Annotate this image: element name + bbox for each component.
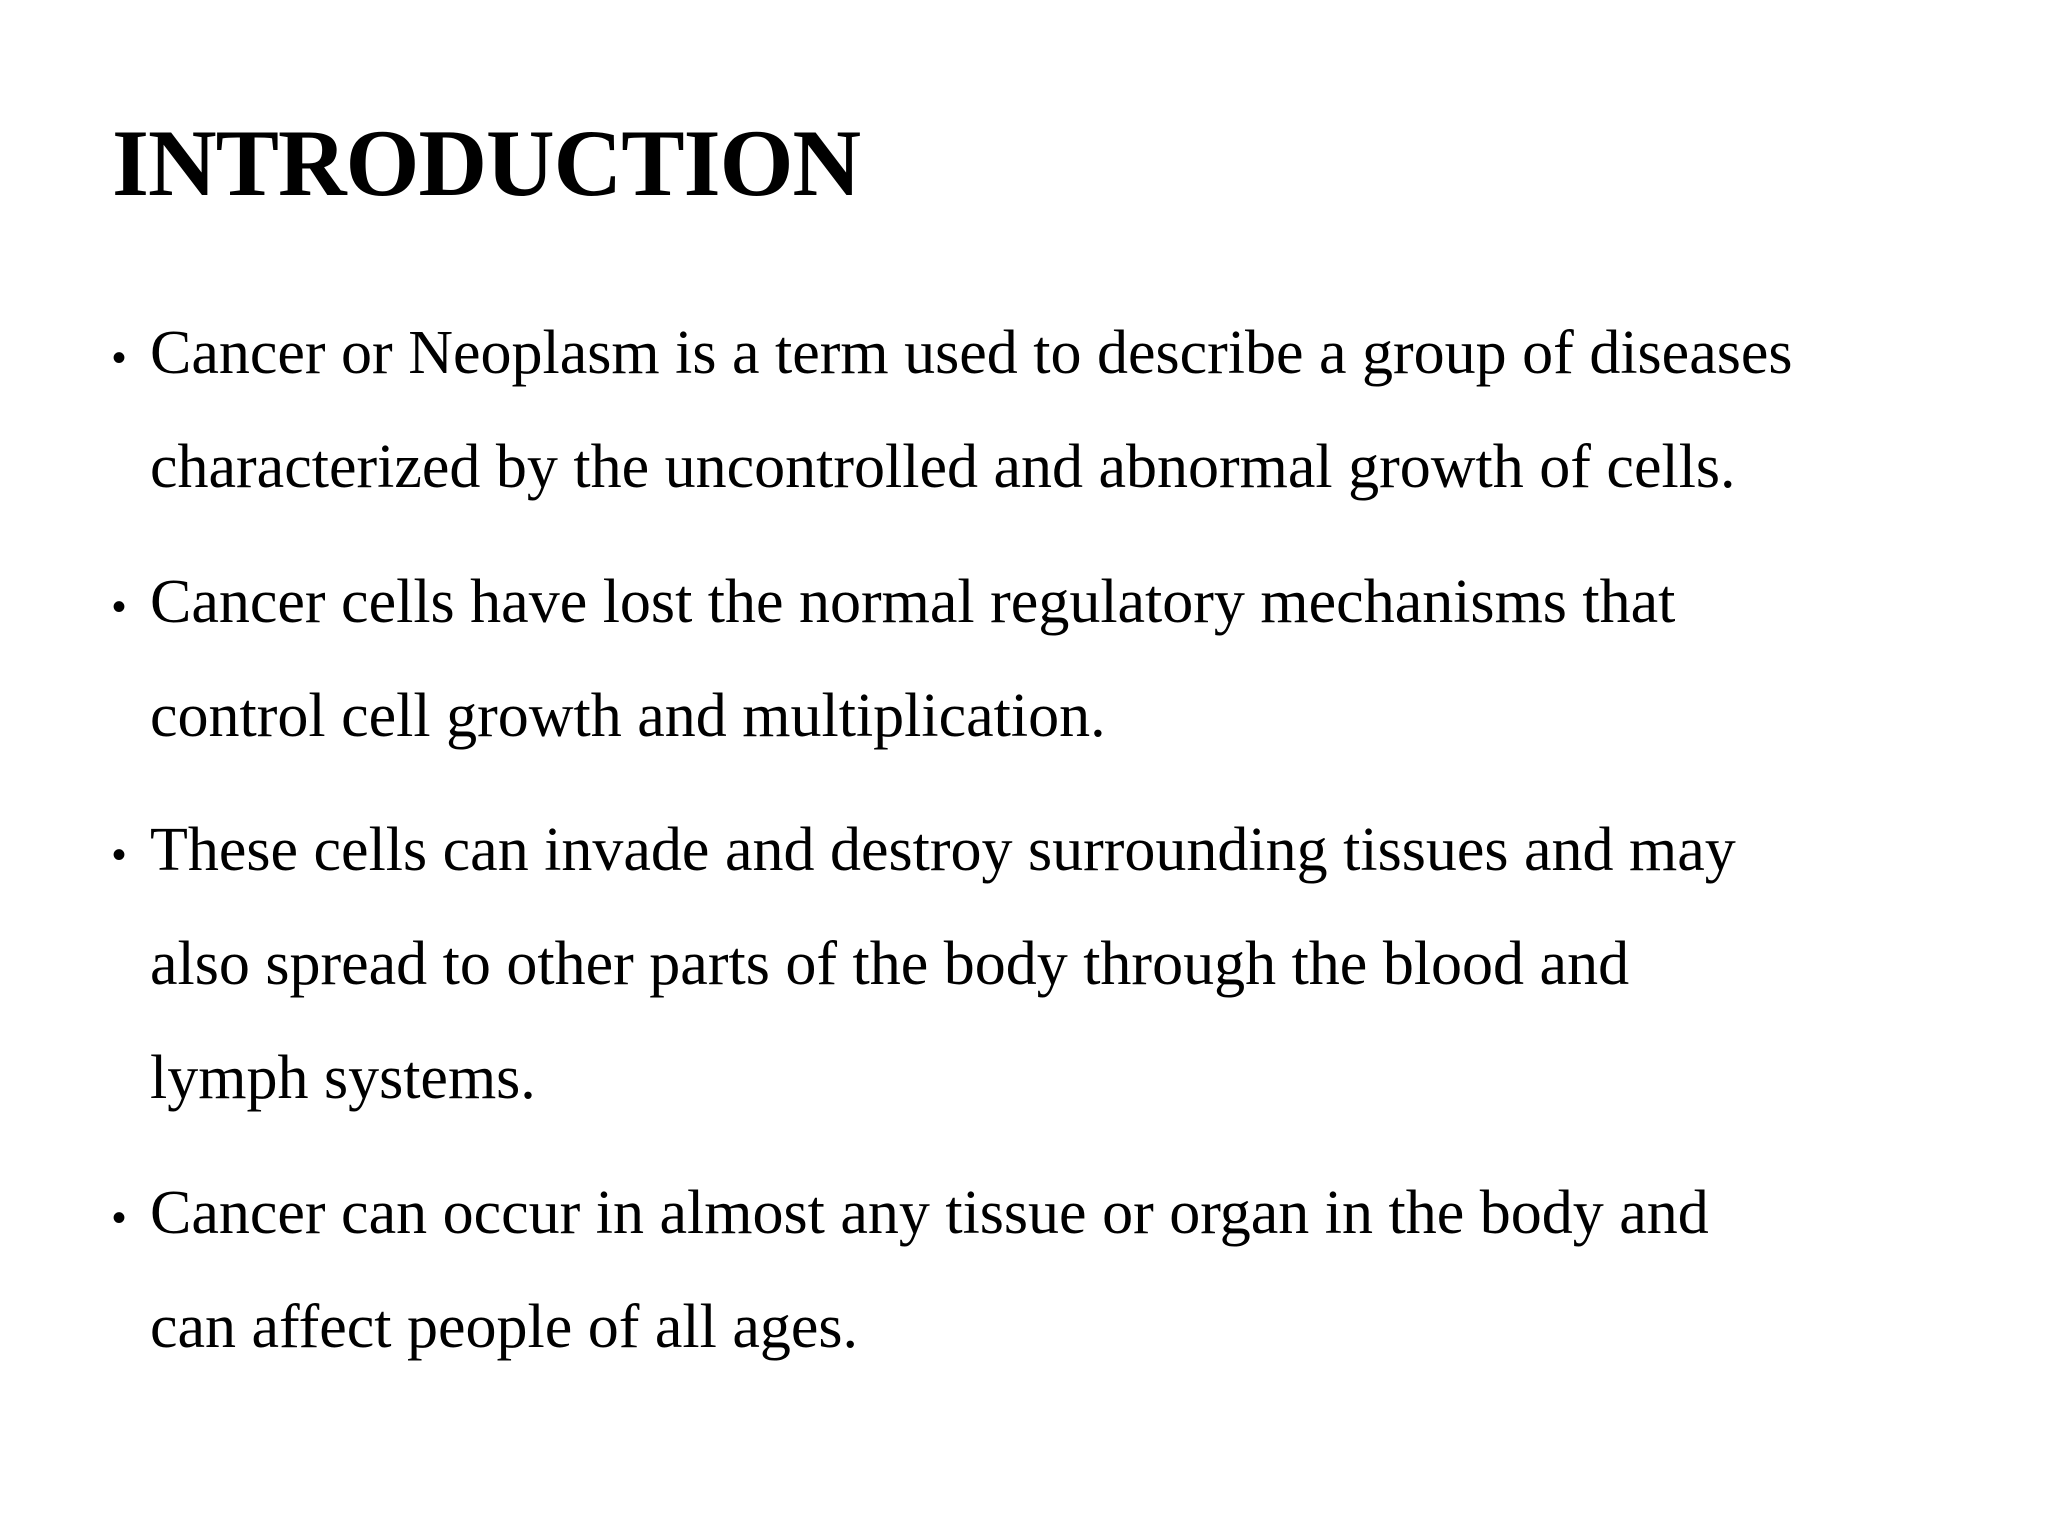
bullet-dot-icon: •: [112, 585, 127, 629]
bullet-dot-icon: •: [112, 833, 127, 877]
bullet-text: [150, 793, 1972, 1135]
bullet-line: also spread to other parts of the body through the blood and: [150, 930, 1630, 998]
bullet-line: can affect people of all ages.: [150, 1293, 859, 1361]
bullet-line: characterized by the uncontrolled and abnormal growth of cells.: [150, 433, 1736, 501]
bullet-item: [112, 545, 1972, 773]
bullet-dot-icon: •: [112, 336, 127, 380]
bullet-line: Cancer or Neoplasm is a term used to describe a group of diseases: [150, 319, 1793, 387]
bullet-item: [112, 1156, 1972, 1384]
bullet-dot-icon: •: [112, 1196, 127, 1240]
bullet-line: Cancer can occur in almost any tissue or organ in the body and: [150, 1179, 1709, 1247]
bullet-text: [150, 296, 1972, 524]
slide-title: INTRODUCTION: [112, 110, 861, 216]
bullet-line: lymph systems.: [150, 1044, 536, 1112]
bullet-text: [150, 545, 1972, 773]
bullet-item: [112, 793, 1972, 1135]
bullet-line: These cells can invade and destroy surrounding tissues and may: [150, 816, 1736, 884]
bullet-line: Cancer cells have lost the normal regulatory mechanisms that: [150, 568, 1676, 636]
bullet-item: [112, 296, 1972, 524]
bullet-line: control cell growth and multiplication.: [150, 682, 1106, 750]
bullet-text: [150, 1156, 1972, 1384]
